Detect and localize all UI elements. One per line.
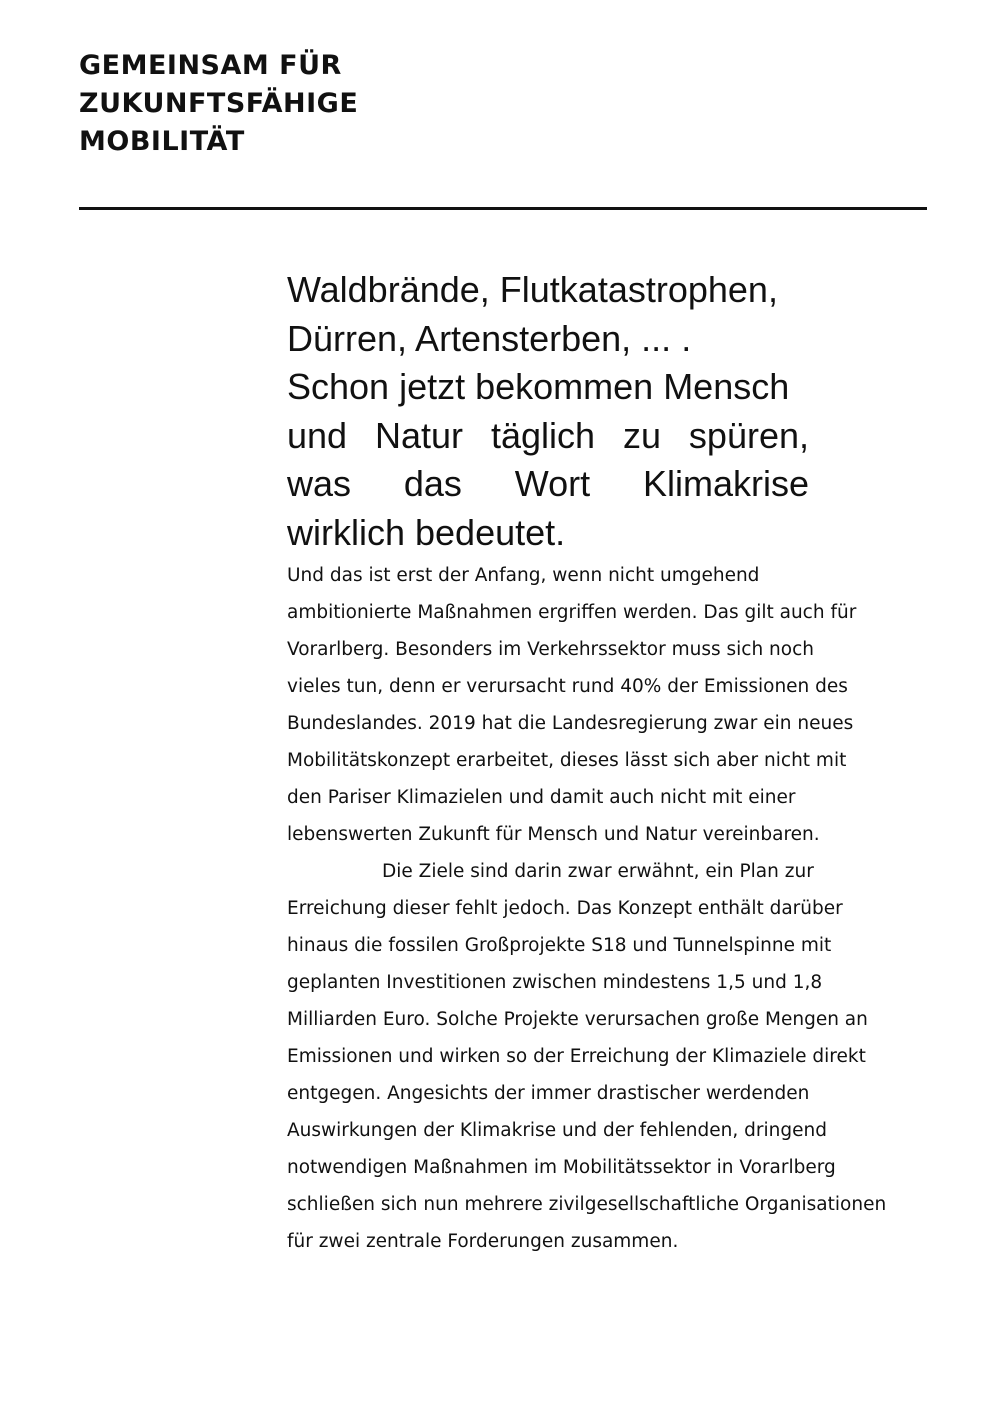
body-line: schließen sich nun mehrere zivilgesellschaftliche Organisationen (287, 1194, 887, 1215)
body-line: Emissionen und wirken so der Erreichung der Klimaziele direkt (287, 1046, 866, 1067)
body-line: für zwei zentrale Forderungen zusammen. (287, 1231, 679, 1252)
body-line: Auswirkungen der Klimakrise und der fehlenden, dringend (287, 1120, 827, 1141)
body-paragraph (287, 557, 927, 1260)
body-line: Erreichung dieser fehlt jedoch. Das Konzept enthält darüber (287, 898, 843, 919)
document-title (79, 47, 358, 161)
lead-paragraph (287, 266, 809, 557)
body-line: geplanten Investitionen zwischen mindestens 1,5 und 1,8 (287, 972, 823, 993)
body-line: Milliarden Euro. Solche Projekte verursachen große Mengen an (287, 1009, 868, 1030)
body-line: Und das ist erst der Anfang, wenn nicht umgehend (287, 565, 760, 586)
lead-line: Waldbrände, Flutkatastrophen, (287, 269, 778, 310)
lead-line: wirklich bedeutet. (287, 511, 566, 553)
body-line: entgegen. Angesichts der immer drastischer werdenden (287, 1083, 810, 1104)
body-line: Bundeslandes. 2019 hat die Landesregierung zwar ein neues (287, 713, 854, 734)
body-line: Mobilitätskonzept erarbeitet, dieses lässt sich aber nicht mit (287, 750, 847, 771)
body-line: notwendigen Maßnahmen im Mobilitätssektor in Vorarlberg (287, 1157, 836, 1178)
body-line: den Pariser Klimazielen und damit auch nicht mit einer (287, 787, 796, 808)
body-line: vieles tun, denn er verursacht rund 40% der Emissionen des (287, 676, 848, 697)
title-line: GEMEINSAM FÜR (79, 50, 342, 81)
body-line: hinaus die fossilen Großprojekte S18 und Tunnelspinne mit (287, 935, 832, 956)
title-line: MOBILITÄT (79, 126, 245, 157)
lead-line: Dürren, Artensterben, ... . (287, 317, 692, 359)
title-line: ZUKUNFTSFÄHIGE (79, 88, 359, 119)
lead-line: was das Wort Klimakrise (287, 463, 809, 504)
lead-line: Schon jetzt bekommen Mensch (287, 366, 790, 407)
header-divider (79, 207, 927, 210)
body-line: Die Ziele sind darin zwar erwähnt, ein Plan zur (382, 861, 814, 882)
body-line: lebenswerten Zukunft für Mensch und Natur vereinbaren. (287, 824, 820, 845)
body-line: ambitionierte Maßnahmen ergriffen werden. Das gilt auch für (287, 602, 857, 623)
lead-line: und Natur täglich zu spüren, (287, 414, 809, 456)
body-line: Vorarlberg. Besonders im Verkehrssektor muss sich noch (287, 639, 814, 660)
